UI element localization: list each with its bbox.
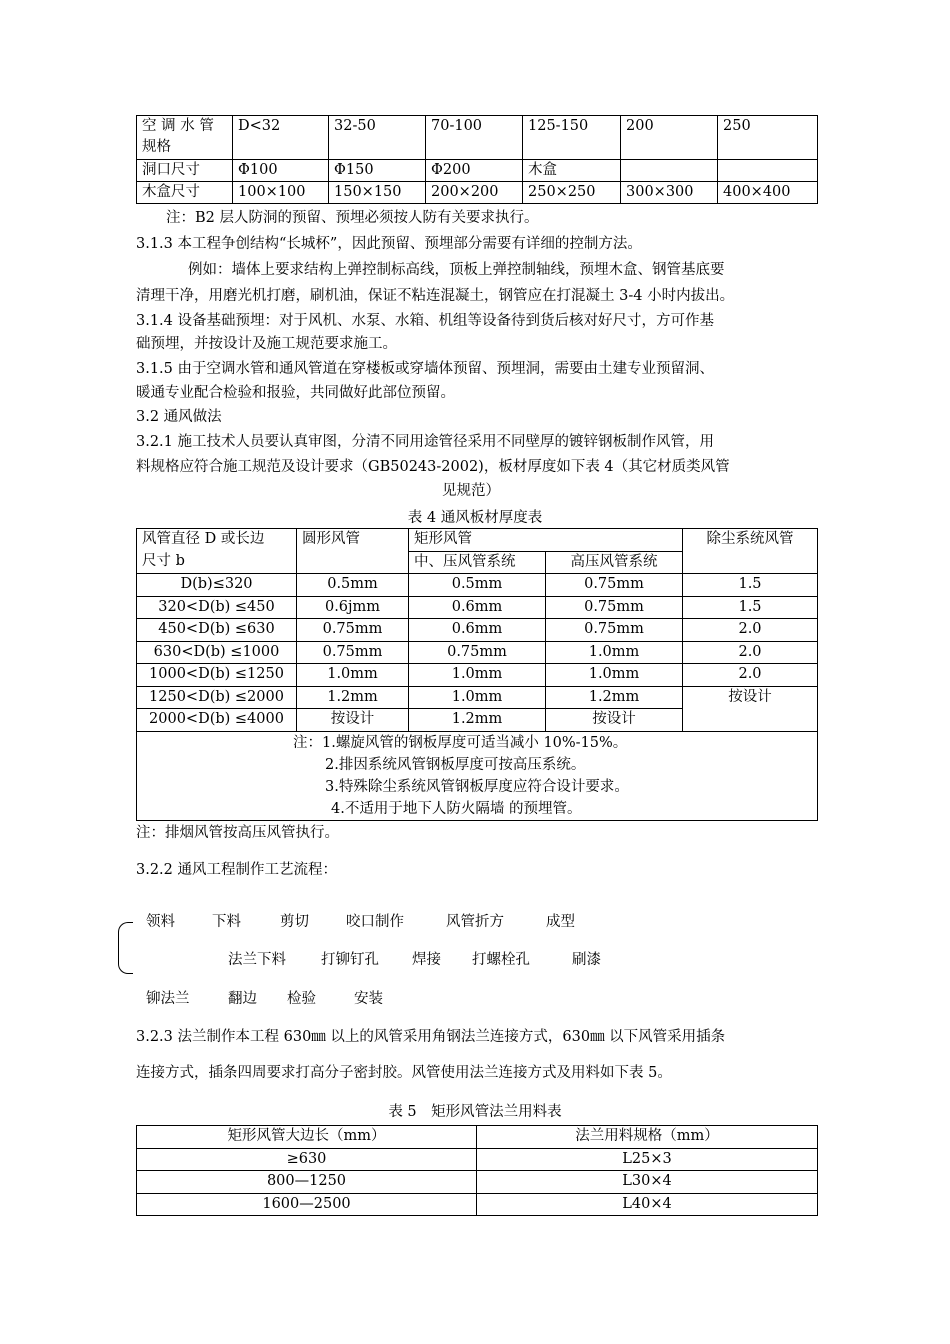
table-row (137, 686, 818, 709)
flow-step: 打铆钉孔 (321, 952, 379, 968)
table-cell: 0.75mm (546, 596, 683, 619)
table-cell: 空 调 水 管 规格 (137, 116, 233, 160)
table-cell: 0.6jmm (297, 596, 409, 619)
table-cell: 1250<D(b) ≤2000 (137, 686, 297, 709)
table-cell: 2.0 (683, 664, 818, 687)
table-cell: 按设计 (546, 709, 683, 732)
table-cell: 1.0mm (409, 686, 546, 709)
table-cell: 400×400 (718, 182, 818, 204)
paragraph-3-2-1-line3: 见规范） (442, 483, 500, 499)
paragraph-3-1-3: 3.1.3 本工程争创结构“长城杯”，因此预留、预埋部分需要有详细的控制方法。 (136, 236, 642, 252)
note-line-2: 2.排因系统风管钢板厚度可按高压系统。 (325, 756, 586, 773)
table-cell: 1.5 (683, 574, 818, 597)
table-cell: 0.75mm (546, 574, 683, 597)
flow-step: 安装 (354, 991, 383, 1007)
table-cell (621, 160, 718, 182)
table-cell: 1.0mm (546, 641, 683, 664)
table-cell: 0.5mm (297, 574, 409, 597)
note-line-3: 3.特殊除尘系统风管钢板厚度应符合设计要求。 (325, 778, 629, 795)
paragraph-3-1-5-line2: 暖通专业配合检验和报验，共同做好此部位预留。 (136, 385, 455, 401)
table-cell: 70-100 (426, 116, 523, 160)
flow-step: 成型 (546, 914, 575, 930)
table-cell: 按设计 (297, 709, 409, 732)
paragraph-example-line1: 例如：墙体上要求结构上弹控制标高线，顶板上弹控制轴线，预埋木盒、钢管基底要 (188, 262, 725, 278)
paragraph-3-1-4-line2: 础预埋，并按设计及施工规范要求施工。 (136, 336, 397, 352)
table-cell: 450<D(b) ≤630 (137, 619, 297, 642)
note-line-1: 注：1.螺旋风管的钢板厚度可适当减小 10%-15%。 (293, 734, 628, 751)
table-cell: 1000<D(b) ≤1250 (137, 664, 297, 687)
paragraph-3-2-1-line1: 3.2.1 施工技术人员要认真审图，分清不同用途管径采用不同壁厚的镀锌钢板制作风管，用 (136, 434, 714, 450)
table4-caption: 表 4 通风板材厚度表 (407, 510, 543, 526)
table-cell: 200 (621, 116, 718, 160)
table-header-round: 圆形风管 (297, 529, 409, 574)
table-cell: L30×4 (477, 1171, 818, 1194)
paragraph-3-1-4-line1: 3.1.4 设备基础预埋：对于风机、水泵、水箱、机组等设备待到货后核对好尺寸，方可作基 (136, 313, 714, 329)
paragraph-3-2-3-line1: 3.2.3 法兰制作本工程 630㎜ 以上的风管采用角钢法兰连接方式，630㎜ 以下风管采用插条 (136, 1029, 726, 1045)
table5-caption: 表 5 矩形风管法兰用料表 (388, 1104, 562, 1120)
table-cell: 0.6mm (409, 596, 546, 619)
table-row (137, 664, 818, 687)
table-cell: 0.6mm (409, 619, 546, 642)
table-cell: 1.0mm (546, 664, 683, 687)
table-row (137, 619, 818, 642)
table-header-dust: 除尘系统风管 (683, 529, 818, 574)
table-cell: Φ100 (233, 160, 329, 182)
table-cell: 0.5mm (409, 574, 546, 597)
paragraph-3-1-5-line1: 3.1.5 由于空调水管和通风管道在穿楼板或穿墙体预留、预埋洞，需要由土建专业预留洞、 (136, 361, 714, 377)
flow-step: 咬口制作 (346, 914, 404, 930)
table-row (137, 574, 818, 597)
table-row (137, 160, 818, 182)
heading-3-2: 3.2 通风做法 (136, 409, 222, 425)
table-row (137, 1126, 818, 1149)
table-cell: 1.5 (683, 596, 818, 619)
table-cell: 250 (718, 116, 818, 160)
table-cell: 1.0mm (297, 664, 409, 687)
flow-step: 剪切 (280, 914, 309, 930)
table-cell: D<32 (233, 116, 329, 160)
table-cell: 200×200 (426, 182, 523, 204)
flow-step: 翻边 (228, 991, 257, 1007)
table-row (137, 116, 818, 160)
table-header-high: 高压风管系统 (546, 551, 683, 574)
flow-step: 检验 (287, 991, 316, 1007)
table-notes-row (137, 731, 818, 820)
flow-step: 刷漆 (572, 952, 601, 968)
table-cell: 2000<D(b) ≤4000 (137, 709, 297, 732)
table-cell: 32-50 (329, 116, 426, 160)
paragraph-3-2-1-line2: 料规格应符合施工规范及设计要求（GB50243-2002)，板材厚度如下表 4（其它材质类风管 (136, 459, 730, 475)
table-cell: 1.0mm (409, 664, 546, 687)
table-header-size: 风管直径 D 或长边 尺寸 b (137, 529, 297, 574)
table-cell: 2.0 (683, 641, 818, 664)
table-cell: 洞口尺寸 (137, 160, 233, 182)
table-row (137, 641, 818, 664)
flange-material-table (136, 1125, 818, 1216)
table-cell: 300×300 (621, 182, 718, 204)
sheet-thickness-table (136, 528, 818, 821)
table-cell: L25×3 (477, 1148, 818, 1171)
table-cell: Φ150 (329, 160, 426, 182)
table-row (137, 1171, 818, 1194)
table-cell: 1.2mm (409, 709, 546, 732)
table-cell: ≥630 (137, 1148, 477, 1171)
table-cell: D(b)≤320 (137, 574, 297, 597)
table-row (137, 182, 818, 204)
table-cell: 150×150 (329, 182, 426, 204)
table-cell: 1.2mm (546, 686, 683, 709)
note-civil-defense: 注：B2 层人防洞的预留、预埋必须按人防有关要求执行。 (166, 210, 539, 226)
table-cell: Φ200 (426, 160, 523, 182)
flow-step: 下料 (212, 914, 241, 930)
table-cell: 100×100 (233, 182, 329, 204)
table-cell: 2.0 (683, 619, 818, 642)
table-cell: 按设计 (683, 686, 818, 731)
paragraph-3-2-2: 3.2.2 通风工程制作工艺流程： (136, 862, 338, 878)
table-header-mid: 中、压风管系统 (409, 551, 546, 574)
table-cell: L40×4 (477, 1193, 818, 1216)
table-header-rect: 矩形风管 (409, 529, 683, 552)
table-cell: 1.2mm (297, 686, 409, 709)
table-cell: 0.75mm (409, 641, 546, 664)
pipe-opening-table (136, 115, 818, 204)
table-row (137, 1193, 818, 1216)
flow-brace (118, 922, 133, 974)
table-cell: 250×250 (523, 182, 621, 204)
table-cell: 320<D(b) ≤450 (137, 596, 297, 619)
table-header: 矩形风管大边长（mm） (137, 1126, 477, 1149)
table-cell: 木盒尺寸 (137, 182, 233, 204)
table-row (137, 1148, 818, 1171)
table-row (137, 596, 818, 619)
table-notes (137, 731, 818, 820)
flow-step: 领料 (146, 914, 175, 930)
flow-step: 打螺栓孔 (472, 952, 530, 968)
flow-step: 铆法兰 (146, 991, 190, 1007)
table-header: 法兰用料规格（mm） (477, 1126, 818, 1149)
table-cell: 木盒 (523, 160, 621, 182)
table-cell: 630<D(b) ≤1000 (137, 641, 297, 664)
table-cell: 0.75mm (297, 619, 409, 642)
flow-step: 风管折方 (446, 914, 504, 930)
flow-step: 焊接 (412, 952, 441, 968)
note-line-4: 4.不适用于地下人防火隔墙 的预埋管。 (331, 800, 582, 817)
table-cell: 1600—2500 (137, 1193, 477, 1216)
table-cell: 0.75mm (297, 641, 409, 664)
table-cell: 0.75mm (546, 619, 683, 642)
paragraph-example-line2: 清理干净，用磨光机打磨，刷机油，保证不粘连混凝土，钢管应在打混凝土 3-4 小时内拔出。 (136, 288, 735, 304)
table-cell: 800—1250 (137, 1171, 477, 1194)
table-cell (718, 160, 818, 182)
note-smoke-duct: 注：排烟风管按高压风管执行。 (136, 825, 339, 841)
table-row (137, 529, 818, 552)
flow-step: 法兰下料 (228, 952, 286, 968)
table-cell: 125-150 (523, 116, 621, 160)
paragraph-3-2-3-line2: 连接方式，插条四周要求打高分子密封胶。风管使用法兰连接方式及用料如下表 5。 (136, 1065, 672, 1081)
